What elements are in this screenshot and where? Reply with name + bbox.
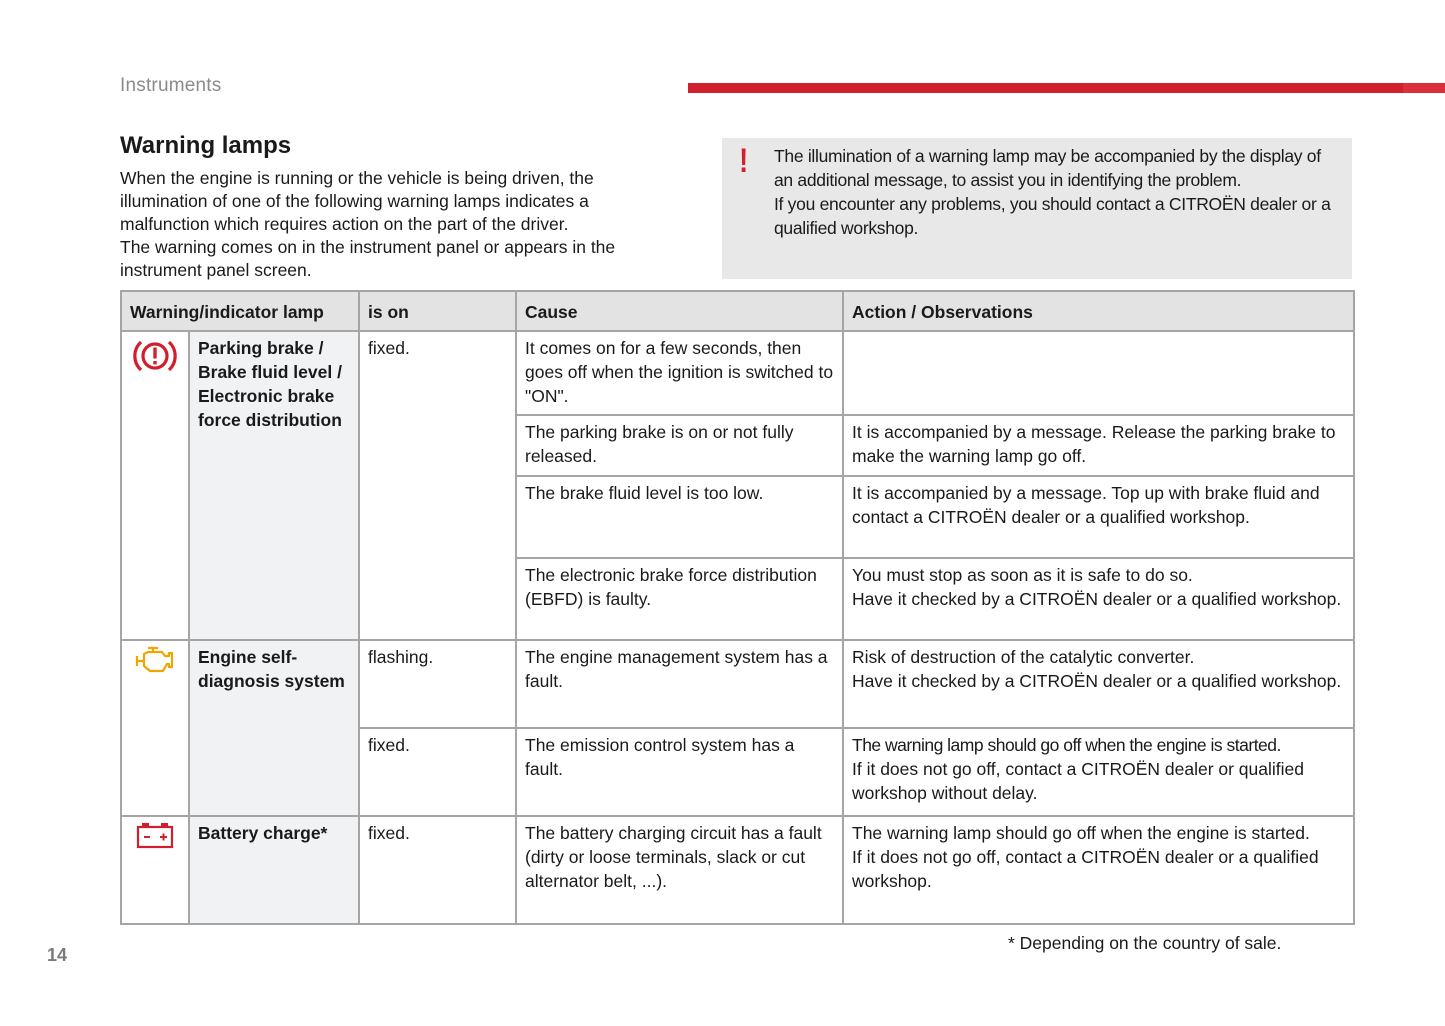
battery-icon	[130, 821, 180, 851]
lamp-cause: The parking brake is on or not fully released.	[516, 415, 843, 476]
header-is-on: is on	[359, 291, 516, 331]
lamp-state: fixed.	[359, 816, 516, 924]
lamp-action	[843, 816, 1354, 924]
page-title: Warning lamps	[120, 132, 292, 159]
warning-lamps-table	[120, 290, 1355, 925]
action-line: The warning lamp should go off when the engine is started.	[852, 735, 1281, 755]
engine-check-icon	[130, 645, 180, 677]
lamp-cause: The brake fluid level is too low.	[516, 476, 843, 558]
lamp-cause: It comes on for a few seconds, then goes off when the ignition is switched to "ON".	[516, 331, 843, 415]
lamp-name: Engine self-diagnosis system	[189, 640, 359, 816]
lamp-action	[843, 640, 1354, 728]
lamp-name: Parking brake / Brake fluid level / Electronic brake force distribution	[189, 331, 359, 640]
exclamation-icon: !	[739, 142, 749, 180]
notice-box	[722, 138, 1352, 279]
lamp-icon-cell	[121, 331, 189, 640]
lamp-action	[843, 728, 1354, 816]
lamp-name: Battery charge*	[189, 816, 359, 924]
section-accent-bar	[688, 83, 1445, 93]
notice-text: If you encounter any problems, you should contact a CITROËN dealer or a qualified workshop.	[774, 194, 1331, 238]
action-line: You must stop as soon as it is safe to do so.	[852, 565, 1193, 585]
action-line: The warning lamp should go off when the engine is started.	[852, 823, 1310, 843]
intro-text	[120, 167, 680, 282]
lamp-icon-cell	[121, 640, 189, 816]
intro-paragraph: The warning comes on in the instrument panel or appears in the instrument panel screen.	[120, 237, 616, 280]
header-lamp: Warning/indicator lamp	[121, 291, 359, 331]
table-header-row	[121, 291, 1354, 331]
action-line: Have it checked by a CITROËN dealer or a qualified workshop.	[852, 589, 1342, 609]
brake-warning-icon	[130, 336, 180, 376]
lamp-action: It is accompanied by a message. Release the parking brake to make the warning lamp go off.	[843, 415, 1354, 476]
action-line: Have it checked by a CITROËN dealer or a qualified workshop.	[852, 671, 1342, 691]
lamp-state: flashing.	[359, 640, 516, 728]
lamp-icon-cell	[121, 816, 189, 924]
table-row	[121, 640, 1354, 728]
action-line: If it does not go off, contact a CITROËN dealer or qualified workshop without delay.	[852, 759, 1305, 803]
lamp-cause: The emission control system has a fault.	[516, 728, 843, 816]
intro-paragraph: When the engine is running or the vehicle is being driven, the illumination of one of the following warning lamps indicates a malfunction which requires action on the part of the driver.	[120, 168, 594, 234]
table-row	[121, 331, 1354, 415]
footnote: * Depending on the country of sale.	[1008, 933, 1282, 953]
section-label: Instruments	[120, 75, 222, 96]
lamp-state: fixed.	[359, 331, 516, 640]
lamp-state: fixed.	[359, 728, 516, 816]
lamp-action: It is accompanied by a message. Top up with brake fluid and contact a CITROËN dealer or a qualified workshop.	[843, 476, 1354, 558]
lamp-action	[843, 558, 1354, 640]
notice-text: The illumination of a warning lamp may be accompanied by the display of an additional message, to assist you in identifying the problem.	[774, 146, 1321, 190]
lamp-cause: The engine management system has a fault.	[516, 640, 843, 728]
header-cause: Cause	[516, 291, 843, 331]
action-line: If it does not go off, contact a CITROËN dealer or a qualified workshop.	[852, 847, 1319, 891]
lamp-cause: The electronic brake force distribution (EBFD) is faulty.	[516, 558, 843, 640]
lamp-cause: The battery charging circuit has a fault (dirty or loose terminals, slack or cut alternator belt, ...).	[516, 816, 843, 924]
table-row	[121, 816, 1354, 924]
action-line: Risk of destruction of the catalytic converter.	[852, 647, 1195, 667]
page-number: 14	[47, 945, 68, 965]
header-action: Action / Observations	[843, 291, 1354, 331]
lamp-action	[843, 331, 1354, 415]
